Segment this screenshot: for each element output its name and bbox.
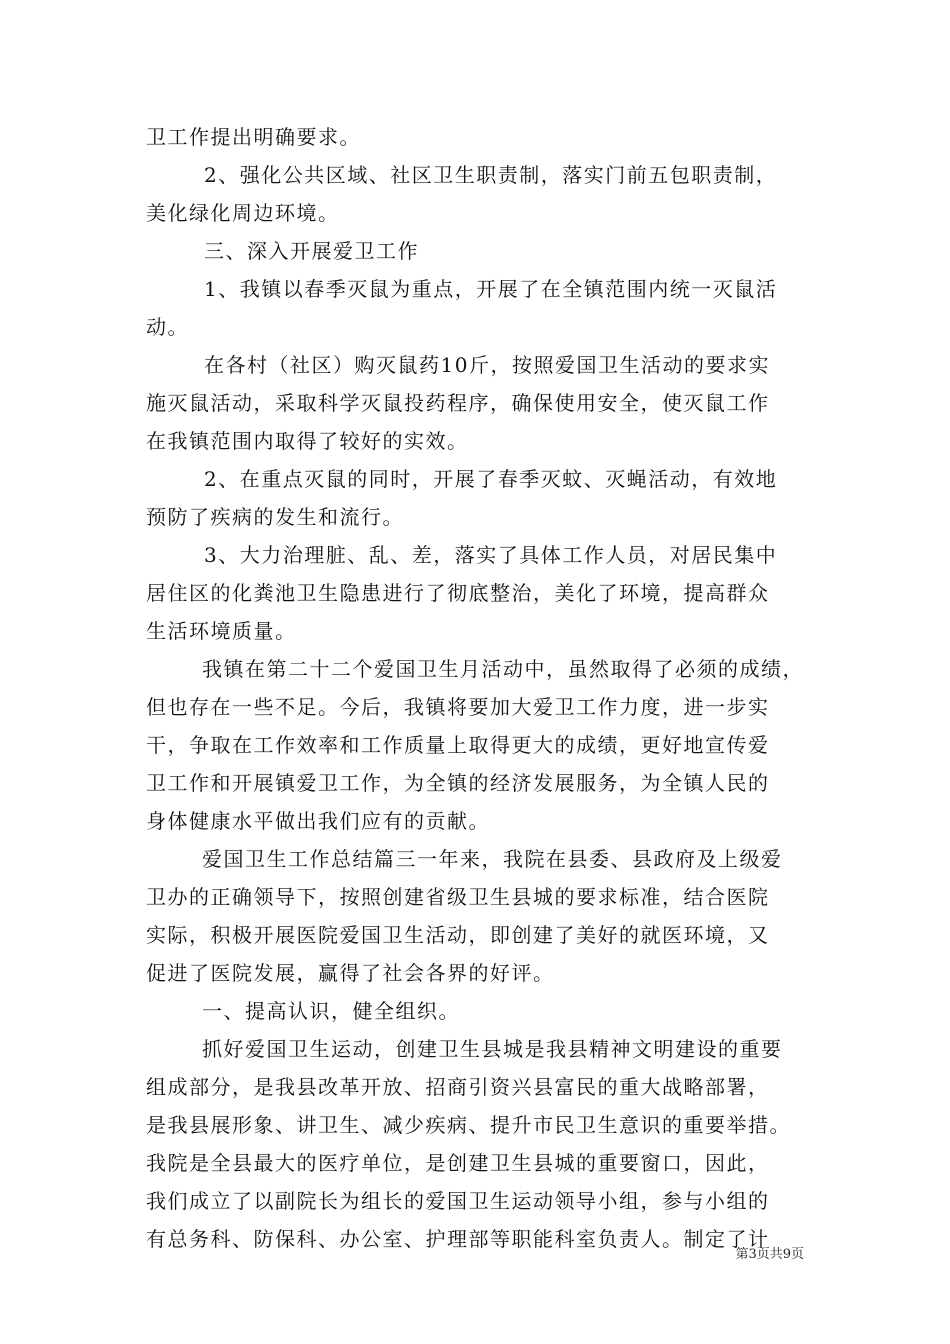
text-line: 抓好爱国卫生运动，创建卫生县城是我县精神文明建设的重要	[202, 1037, 783, 1061]
text-line: 2、强化公共区域、社区卫生职责制，落实门前五包职责制，	[204, 163, 778, 187]
section-heading: 三、深入开展爱卫工作	[204, 239, 419, 263]
text-line: 有总务科、防保科、办公室、护理部等职能科室负责人。制定了计	[146, 1227, 770, 1251]
text-line: 促进了医院发展，赢得了社会各界的好评。	[146, 961, 555, 985]
text-line: 组成部分，是我县改革开放、招商引资兴县富民的重大战略部署，	[146, 1075, 770, 1099]
text-line: 卫办的正确领导下，按照创建省级卫生县城的要求标准，结合医院	[146, 885, 770, 909]
text-line: 居住区的化粪池卫生隐患进行了彻底整治，美化了环境，提高群众	[146, 581, 770, 605]
text-line: 生活环境质量。	[146, 619, 297, 643]
section-heading: 一、提高认识，健全组织。	[202, 999, 460, 1023]
text-line: 卫工作提出明确要求。	[146, 125, 361, 149]
text-line: 在我镇范围内取得了较好的实效。	[146, 429, 469, 453]
text-line: 我们成立了以副院长为组长的爱国卫生运动领导小组，参与小组的	[146, 1189, 770, 1213]
text-line: 施灭鼠活动，采取科学灭鼠投药程序，确保使用安全，使灭鼠工作	[146, 391, 770, 415]
text-line: 美化绿化周边环境。	[146, 201, 340, 225]
text-line: 爱国卫生工作总结篇三一年来，我院在县委、县政府及上级爱	[202, 847, 783, 871]
text-line: 实际，积极开展医院爱国卫生活动，即创建了美好的就医环境，又	[146, 923, 770, 947]
text-line: 我院是全县最大的医疗单位，是创建卫生县城的重要窗口，因此，	[146, 1151, 770, 1175]
text-line: 3、大力治理脏、乱、差，落实了具体工作人员，对居民集中	[204, 543, 778, 567]
text-line: 2、在重点灭鼠的同时，开展了春季灭蚊、灭蝇活动，有效地	[204, 467, 778, 491]
page-number: 第3页共9页	[735, 1247, 804, 1262]
text-line: 1、我镇以春季灭鼠为重点，开展了在全镇范围内统一灭鼠活	[204, 277, 778, 301]
text-line: 是我县展形象、讲卫生、减少疾病、提升市民卫生意识的重要举措。	[146, 1113, 791, 1137]
text-line: 在各村（社区）购灭鼠药10斤，按照爱国卫生活动的要求实	[204, 353, 770, 377]
text-line: 卫工作和开展镇爱卫工作，为全镇的经济发展服务，为全镇人民的	[146, 771, 770, 795]
text-line: 预防了疾病的发生和流行。	[146, 505, 404, 529]
text-line: 我镇在第二十二个爱国卫生月活动中，虽然取得了必须的成绩，	[202, 657, 804, 681]
text-line: 身体健康水平做出我们应有的贡献。	[146, 809, 490, 833]
text-line: 但也存在一些不足。今后，我镇将要加大爱卫工作力度，进一步实	[146, 695, 770, 719]
body-text	[146, 118, 826, 1258]
text-line: 动。	[146, 315, 189, 339]
text-line: 干，争取在工作效率和工作质量上取得更大的成绩，更好地宣传爱	[146, 733, 770, 757]
